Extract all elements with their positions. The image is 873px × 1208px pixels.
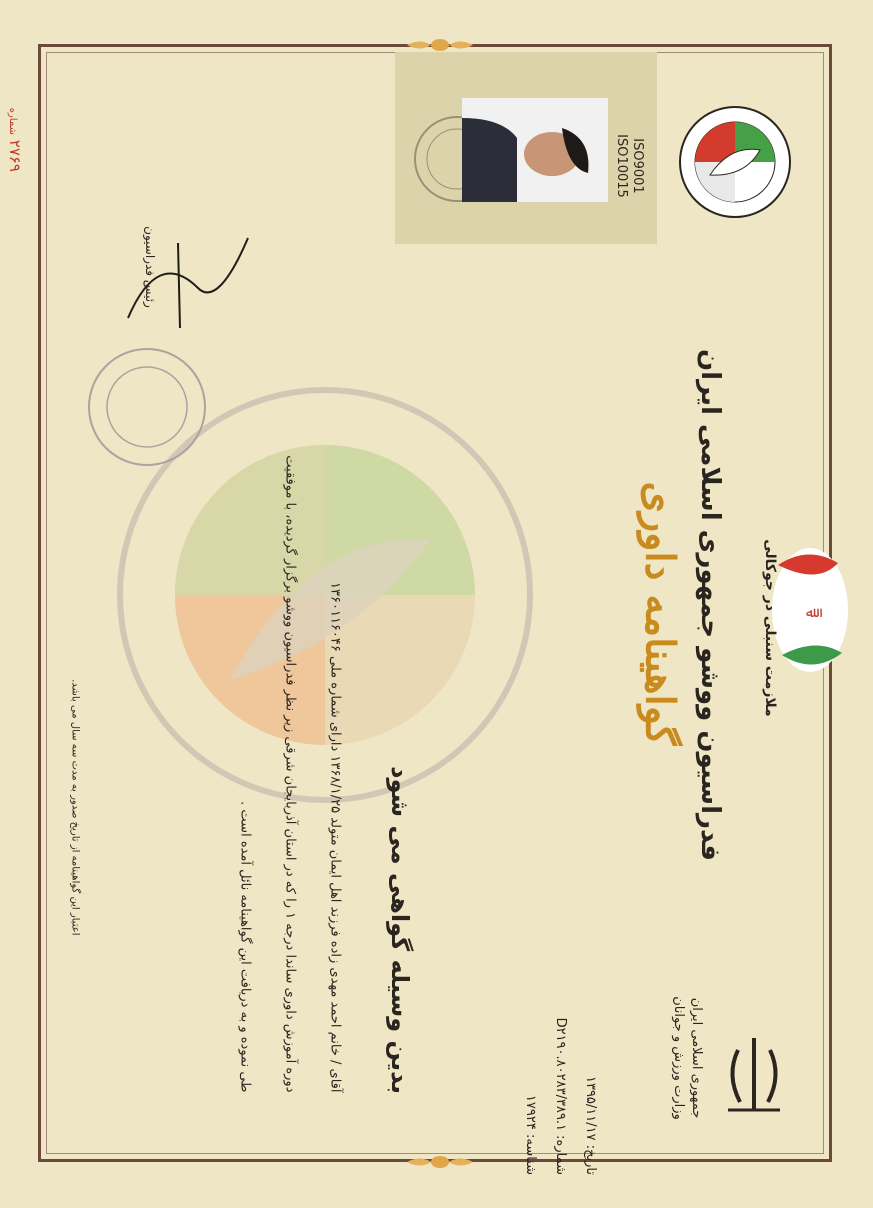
- validity-note: اعتبار این گواهینامه از تاریخ صدور به مدت سه سال می باشد.: [69, 679, 81, 936]
- federation-name: فدراسیون ووشو جمهوری اسلامی ایران: [695, 348, 725, 861]
- body-intro: بدین وسیله گواهی می شود: [386, 766, 414, 1094]
- person-photo-icon: [462, 98, 608, 202]
- body-line-1: آقای / خانم احمد مهدی زاده فرزند اهل ایمان متولد ۱۳۶۸/۱/۲۵ دارای شماره ملی ۱۳۶۰۱۱۶۰۴۶: [327, 582, 343, 1093]
- meta-block: [515, 915, 605, 1175]
- body-line-3: طی نموده و به دریافت این گواهینامه نائل آمده است .: [237, 801, 253, 1093]
- handwritten-signature: [118, 228, 258, 338]
- iran-flag-icon: [768, 545, 852, 675]
- svg-text:ﷲ: ﷲ: [805, 605, 815, 621]
- bottom-ornament-icon: [405, 1155, 475, 1169]
- federation-logo: [670, 105, 800, 220]
- meta-number: شماره: D۲۱۹۰.۸۰۲۸۳/۳۸۹.۱: [553, 1017, 568, 1175]
- meta-id: شناسه: ۱۷۹۲۴: [523, 1094, 538, 1175]
- iran-emblem-icon: [718, 1030, 790, 1120]
- header-tagline: ملازمت سنبلی در جوکالی: [762, 539, 778, 717]
- certificate-title: گواهینامه داوری: [636, 481, 684, 746]
- iso-certifications: ISO9001 ISO10015: [614, 134, 645, 198]
- official-seal-icon: [82, 345, 212, 470]
- top-ornament-icon: [405, 38, 475, 52]
- applicant-photo: [462, 98, 608, 202]
- ministry-name: جمهوری اسلامی ایران وزارت ورزش و جوانان: [671, 996, 704, 1120]
- meta-date: تاریخ: ۱۳۹۵/۱۱/۱۷: [583, 1075, 598, 1175]
- body-line-2: دوره آموزش داوری ساندا درجه ۱ را که در استان آذربایجان شرقی زیر نظر فدراسیون ووشو برگزار گردیده، با موفقیت: [282, 455, 298, 1093]
- serial-number: ۲۷۶۹ شماره: [6, 107, 24, 172]
- signatory-title: رئیس فدراسیون: [143, 226, 157, 308]
